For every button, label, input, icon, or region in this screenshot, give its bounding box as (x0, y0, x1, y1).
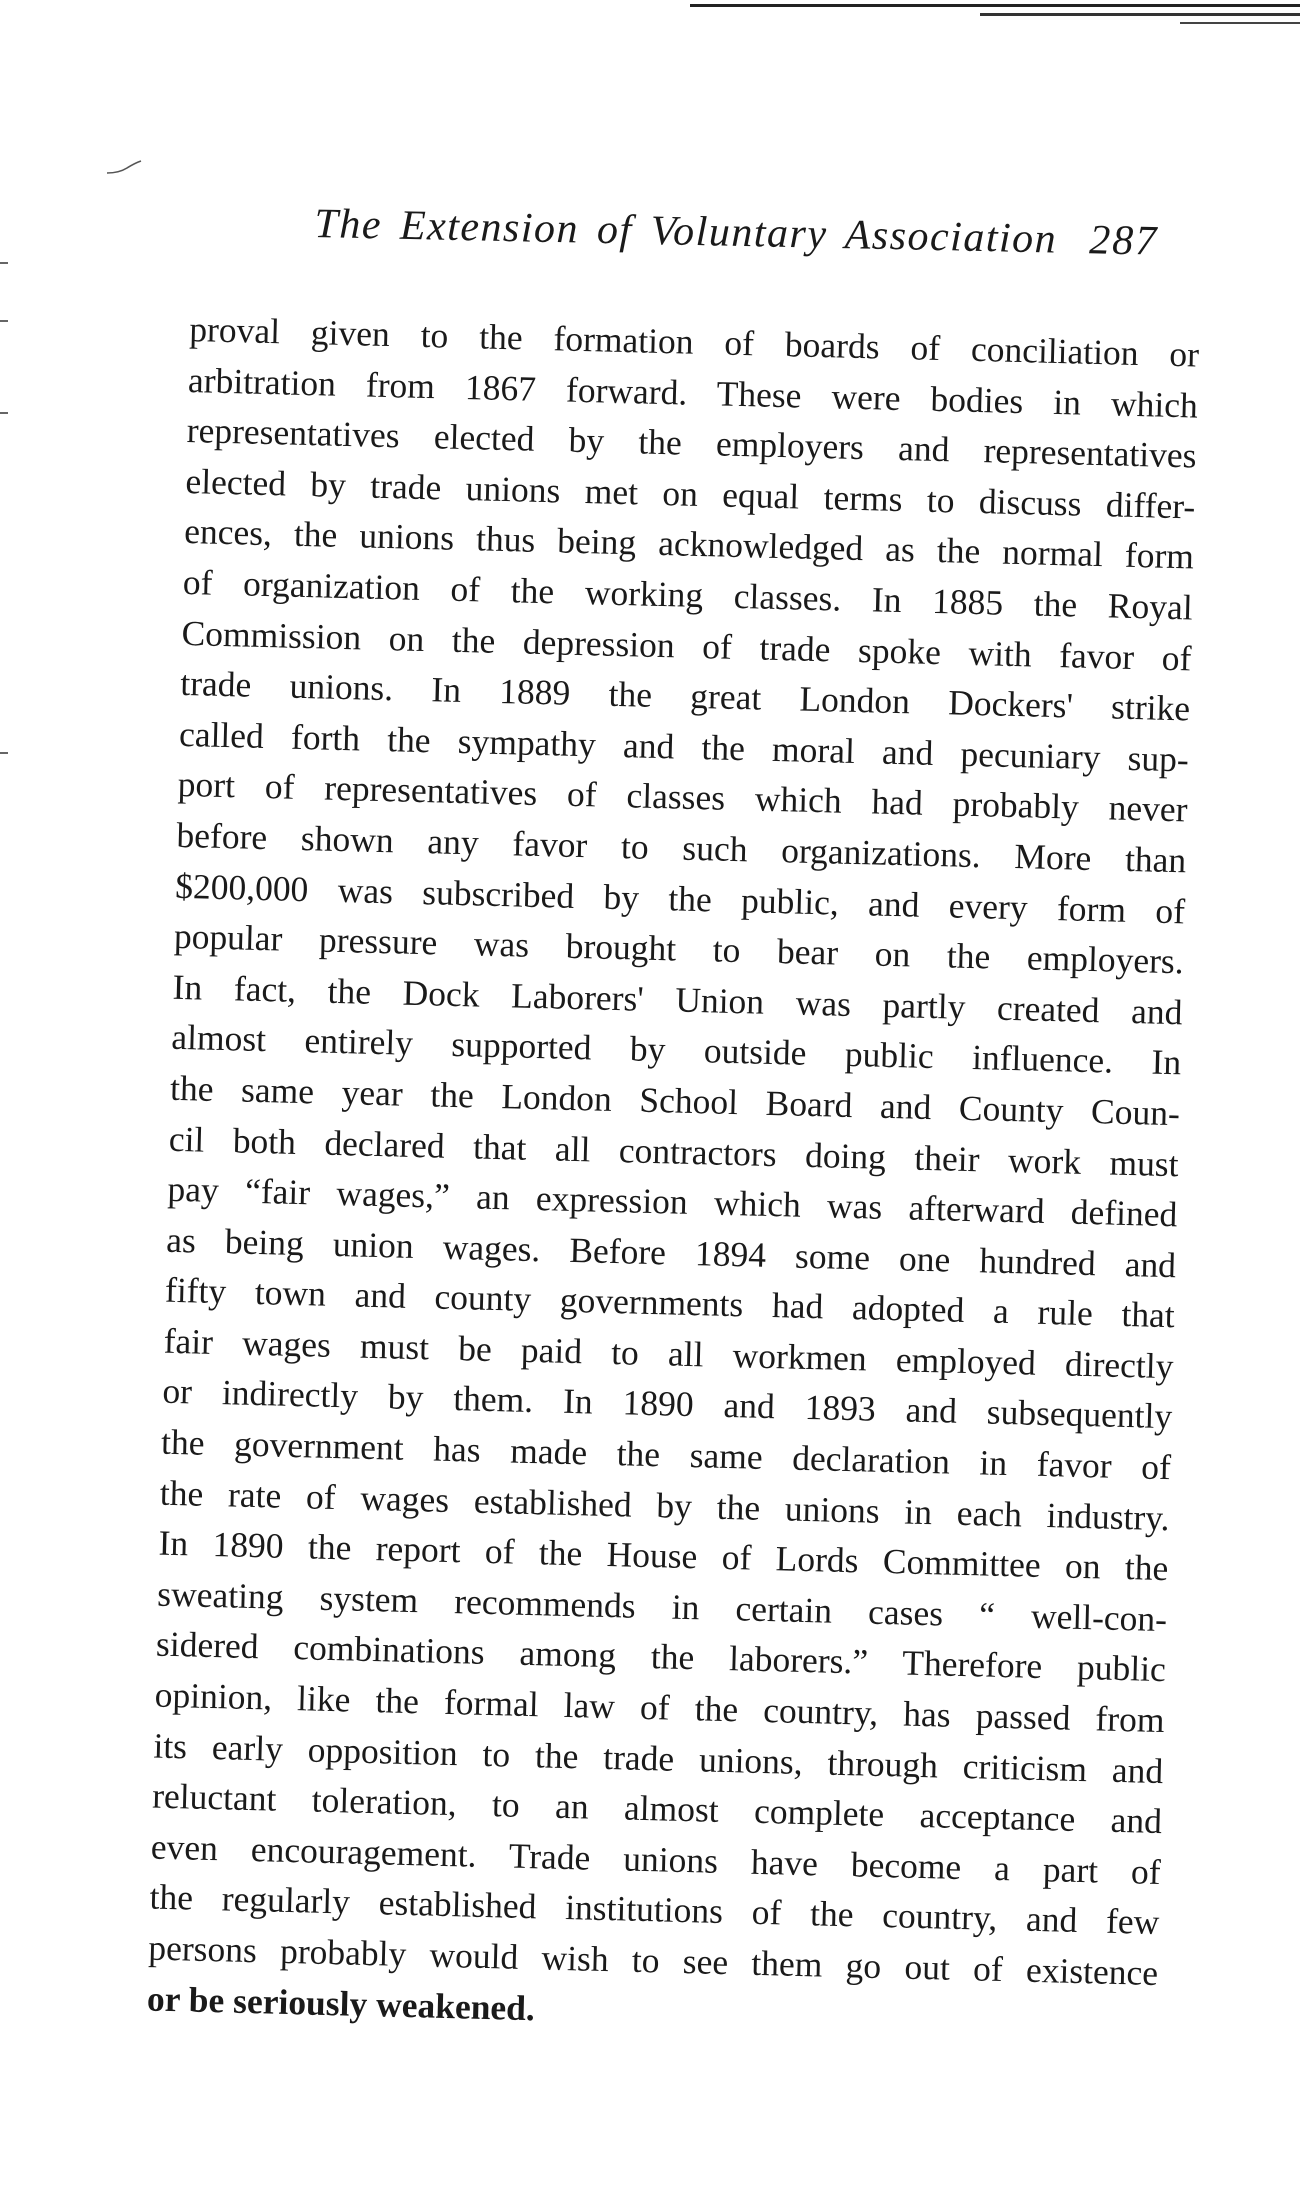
margin-tick (0, 412, 8, 414)
text-line: the same year the London School Board and County Coun- (169, 1067, 1181, 1134)
text-line: ences, the unions thus being acknowledged as the normal form (183, 511, 1195, 577)
text-line-last: or be seriously weakened. (146, 1978, 536, 2028)
top-edge-rule (1180, 22, 1300, 24)
text-line: elected by trade unions met on equal terms to discuss differ- (185, 460, 1196, 527)
page-number: 287 (1088, 217, 1159, 265)
text-line: of organization of the working classes. In 1885 the Royal (182, 561, 1194, 628)
text-line: its early opposition to the trade unions, through criticism and (153, 1725, 1164, 1791)
text-line: Commission on the depression of trade spoke with favor of (181, 612, 1192, 679)
text-line: called forth the sympathy and the moral and pecuniary sup- (178, 713, 1190, 780)
margin-tick (0, 262, 8, 264)
text-line: before shown any favor to such organizations. More than (176, 814, 1187, 881)
text-line: arbitration from 1867 forward. These were bodies in which (187, 359, 1199, 426)
text-line: as being union wages. Before 1894 some one hundred and (165, 1219, 1177, 1285)
text-line: sweating system recommends in certain cases “ well-con- (156, 1573, 1168, 1639)
text-line: pay “fair wages,” an expression which was afterward defined (167, 1168, 1178, 1235)
top-edge-rule (690, 4, 1300, 7)
text-line: the government has made the same declaration in favor of (160, 1421, 1172, 1488)
text-line: In 1890 the report of the House of Lords Committee on the (158, 1522, 1169, 1589)
text-line: the rate of wages established by the unions in each industry. (159, 1472, 1171, 1538)
text-line: or indirectly by them. In 1890 and 1893 and subsequently (161, 1371, 1173, 1437)
pen-mark (105, 160, 143, 176)
text-line: popular pressure was brought to bear on the employers. (173, 915, 1185, 982)
text-line: the regularly established institutions of the country, and few (149, 1876, 1160, 1943)
text-line: almost entirely supported by outside public influence. In (170, 1017, 1182, 1083)
running-head (313, 200, 1214, 299)
text-line: $200,000 was subscribed by the public, and every form of (174, 865, 1186, 931)
text-line: port of representatives of classes which had probably never (177, 764, 1189, 830)
text-line: even encouragement. Trade unions have become a part of (150, 1826, 1162, 1892)
text-line: fifty town and county governments had adopted a rule that (164, 1269, 1176, 1336)
top-edge-rule (980, 13, 1300, 16)
text-line: fair wages must be paid to all workmen employed directly (163, 1320, 1174, 1387)
text-line: representatives elected by the employers and representatives (186, 410, 1197, 476)
text-line: proval given to the formation of boards of conciliation or (188, 308, 1200, 375)
text-line: persons probably would wish to see them go out of existence (147, 1927, 1159, 1994)
body-text (146, 304, 1199, 2049)
text-line: sidered combinations among the laborers.” Therefore public (155, 1624, 1167, 1690)
text-line: opinion, like the formal law of the country, has passed from (154, 1674, 1165, 1741)
margin-tick (0, 752, 8, 754)
text-line: cil both declared that all contractors doing their work must (168, 1118, 1180, 1184)
text-line: reluctant toleration, to an almost complete acceptance and (151, 1775, 1163, 1842)
text-line: trade unions. In 1889 the great London Dockers' strike (179, 663, 1191, 729)
running-title: The Extension of Voluntary Association (314, 200, 1058, 263)
text-line: In fact, the Dock Laborers' Union was partly created and (172, 966, 1183, 1033)
margin-tick (0, 320, 8, 322)
